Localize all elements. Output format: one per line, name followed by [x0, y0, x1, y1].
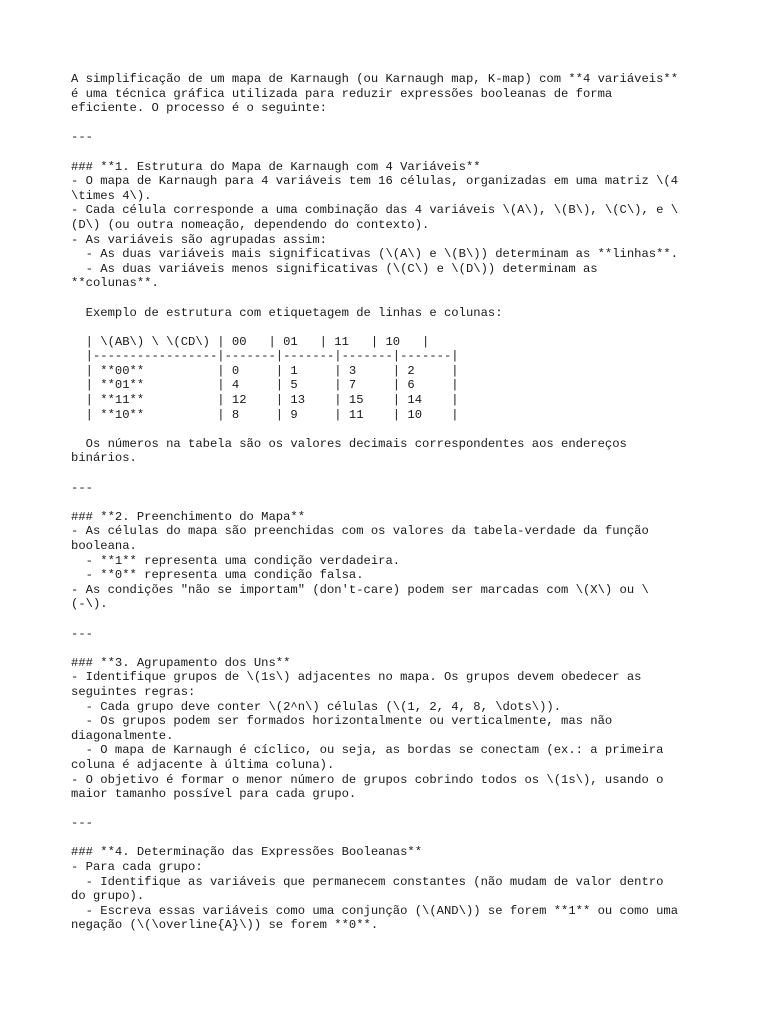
text-line: - Os grupos podem ser formados horizontalmente ou verticalmente, mas não	[71, 714, 613, 729]
text-line: booleana.	[71, 539, 137, 553]
text-line	[71, 320, 711, 335]
text-line: ### **2. Preenchimento do Mapa**	[71, 509, 306, 524]
text-line: - As duas variáveis menos significativas (\(C\) e \(D\)) determinam as	[71, 261, 598, 276]
text-line: - O objetivo é formar o menor número de grupos cobrindo todos os \(1s\), usando o	[71, 772, 664, 787]
text-line: \times 4\).	[71, 188, 152, 203]
text-line	[71, 802, 711, 817]
text-line: (D\) (ou outra nomeação, dependendo do contexto).	[71, 217, 430, 232]
text-line: - Para cada grupo:	[71, 860, 203, 875]
text-line: seguintes regras:	[71, 684, 196, 699]
text-line: ---	[71, 626, 93, 641]
text-line: - Identifique as variáveis que permanecem constantes (não mudam de valor dentro	[71, 874, 664, 889]
text-line: maior tamanho possível para cada grupo.	[71, 787, 357, 802]
text-line: - As células do mapa são preenchidas com os valores da tabela-verdade da função	[71, 524, 649, 539]
text-line: - Cada grupo deve conter \(2^n\) células (\(1, 2, 4, 8, \dots\)).	[71, 699, 562, 714]
text-line	[71, 495, 711, 510]
text-line: - As condições "não se importam" (don't-care) podem ser marcadas com \(X\) ou \	[71, 582, 649, 597]
text-line	[71, 116, 711, 131]
text-line	[71, 145, 711, 160]
text-line	[71, 641, 711, 656]
text-line: | **10** | 8 | 9 | 11 | 10 |	[71, 407, 459, 422]
text-line: | **00** | 0 | 1 | 3 | 2 |	[71, 363, 459, 378]
text-line: - Escreva essas variáveis como uma conjunção (\(AND\)) se forem **1** ou como uma	[71, 903, 679, 918]
text-line: ### **3. Agrupamento dos Uns**	[71, 655, 291, 670]
text-line: **colunas**.	[71, 276, 159, 291]
text-line: - **0** representa uma condição falsa.	[71, 568, 364, 583]
text-line: ### **1. Estrutura do Mapa de Karnaugh com 4 Variáveis**	[71, 159, 481, 174]
text-line: - **1** representa uma condição verdadeira.	[71, 553, 401, 568]
text-line	[71, 612, 711, 627]
text-line: - Cada célula corresponde a uma combinação das 4 variáveis \(A\), \(B\), \(C\), e \	[71, 203, 679, 218]
text-line: diagonalmente.	[71, 728, 174, 743]
text-line: | \(AB\) \ \(CD\) | 00 | 01 | 11 | 10 |	[71, 334, 430, 349]
text-line	[71, 466, 711, 481]
text-line: ### **4. Determinação das Expressões Booleanas**	[71, 845, 423, 860]
text-line: ---	[71, 130, 93, 145]
text-line: eficiente. O processo é o seguinte:	[71, 101, 327, 116]
text-line: | **11** | 12 | 13 | 15 | 14 |	[71, 393, 459, 408]
text-line: ---	[71, 480, 93, 495]
text-line: ---	[71, 816, 93, 831]
text-line: - As duas variáveis mais significativas (\(A\) e \(B\)) determinam as **linhas**.	[71, 247, 679, 262]
text-line: negação (\(\overline{A}\)) se forem **0**.	[71, 918, 379, 933]
text-line: do grupo).	[71, 889, 145, 904]
text-line: Os números na tabela são os valores decimais correspondentes aos endereços	[71, 436, 627, 451]
text-line	[71, 291, 711, 306]
text-line: - Identifique grupos de \(1s\) adjacentes no mapa. Os grupos devem obedecer as	[71, 670, 642, 685]
text-line	[71, 422, 711, 437]
text-line: - O mapa de Karnaugh para 4 variáveis tem 16 células, organizadas em uma matriz \(4	[71, 174, 679, 189]
text-line: - O mapa de Karnaugh é cíclico, ou seja, as bordas se conectam (ex.: a primeira	[71, 743, 664, 758]
text-line	[71, 831, 711, 846]
text-line: A simplificação de um mapa de Karnaugh (ou Karnaugh map, K-map) com **4 variáveis**	[71, 72, 679, 86]
text-line: (-\).	[71, 597, 108, 612]
text-line: coluna é adjacente à última coluna).	[71, 757, 335, 772]
text-line: binários.	[71, 451, 137, 466]
text-line: - As variáveis são agrupadas assim:	[71, 232, 327, 247]
text-line: |-----------------|-------|-------|-------|-------|	[71, 349, 459, 364]
text-line: é uma técnica gráfica utilizada para reduzir expressões booleanas de forma	[71, 86, 613, 101]
document-body	[71, 72, 711, 933]
text-line: | **01** | 4 | 5 | 7 | 6 |	[71, 378, 459, 393]
text-line: Exemplo de estrutura com etiquetagem de linhas e colunas:	[71, 305, 503, 320]
